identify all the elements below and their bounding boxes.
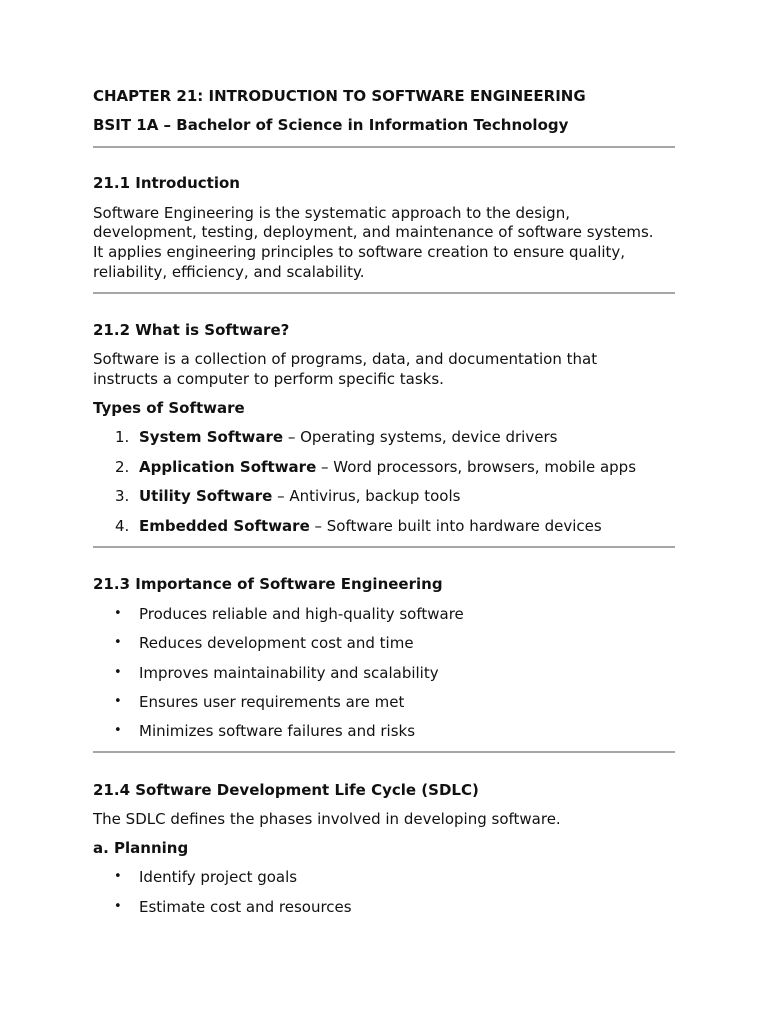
list-item-term: Utility Software (139, 487, 273, 505)
bullet-text: Estimate cost and resources (139, 898, 352, 916)
bullet-text: Reduces development cost and time (139, 634, 414, 652)
what-is-software-line: instructs a computer to perform specific tasks. (93, 370, 444, 388)
chapter-title: CHAPTER 21: INTRODUCTION TO SOFTWARE ENGINEERING (93, 87, 586, 105)
bullet-icon: • (114, 869, 122, 884)
bullet-icon: • (114, 606, 122, 621)
types-of-software-heading: Types of Software (93, 399, 245, 417)
introduction-line: It applies engineering principles to software creation to ensure quality, (93, 243, 626, 261)
bullet-text: Produces reliable and high-quality software (139, 605, 464, 623)
document-subtitle: BSIT 1A – Bachelor of Science in Information Technology (93, 116, 569, 134)
introduction-line: reliability, efficiency, and scalability. (93, 263, 365, 281)
list-item-description: – Antivirus, backup tools (272, 487, 461, 505)
bullet-text: Minimizes software failures and risks (139, 722, 416, 740)
section-divider (93, 546, 675, 548)
list-item-description: – Operating systems, device drivers (283, 428, 558, 446)
bullet-icon: • (114, 899, 122, 914)
list-item-term: Application Software (139, 458, 317, 476)
section-heading-sdlc: 21.4 Software Development Life Cycle (SDLC) (93, 781, 479, 799)
list-item-description: – Software built into hardware devices (309, 517, 602, 535)
section-divider (93, 146, 675, 148)
section-heading-importance: 21.3 Importance of Software Engineering (93, 575, 443, 593)
list-number: 4. (115, 517, 130, 535)
list-number: 2. (115, 458, 130, 476)
phase-heading-planning: a. Planning (93, 839, 189, 857)
list-item-term: System Software (139, 428, 284, 446)
list-number: 1. (115, 428, 130, 446)
introduction-line: development, testing, deployment, and maintenance of software systems. (93, 223, 654, 241)
section-heading-what-is-software: 21.2 What is Software? (93, 321, 290, 339)
bullet-icon: • (114, 694, 122, 709)
bullet-icon: • (114, 723, 122, 738)
bullet-text: Identify project goals (139, 868, 298, 886)
sdlc-intro: The SDLC defines the phases involved in developing software. (93, 810, 561, 828)
list-number: 3. (115, 487, 130, 505)
bullet-text: Improves maintainability and scalability (139, 664, 439, 682)
list-item-term: Embedded Software (139, 517, 310, 535)
bullet-text: Ensures user requirements are met (139, 693, 405, 711)
introduction-line: Software Engineering is the systematic approach to the design, (93, 204, 570, 222)
list-item-description: – Word processors, browsers, mobile apps (316, 458, 637, 476)
section-divider (93, 751, 675, 753)
bullet-icon: • (114, 635, 122, 650)
what-is-software-line: Software is a collection of programs, data, and documentation that (93, 350, 598, 368)
bullet-icon: • (114, 665, 122, 680)
section-heading-introduction: 21.1 Introduction (93, 174, 240, 192)
section-divider (93, 292, 675, 294)
